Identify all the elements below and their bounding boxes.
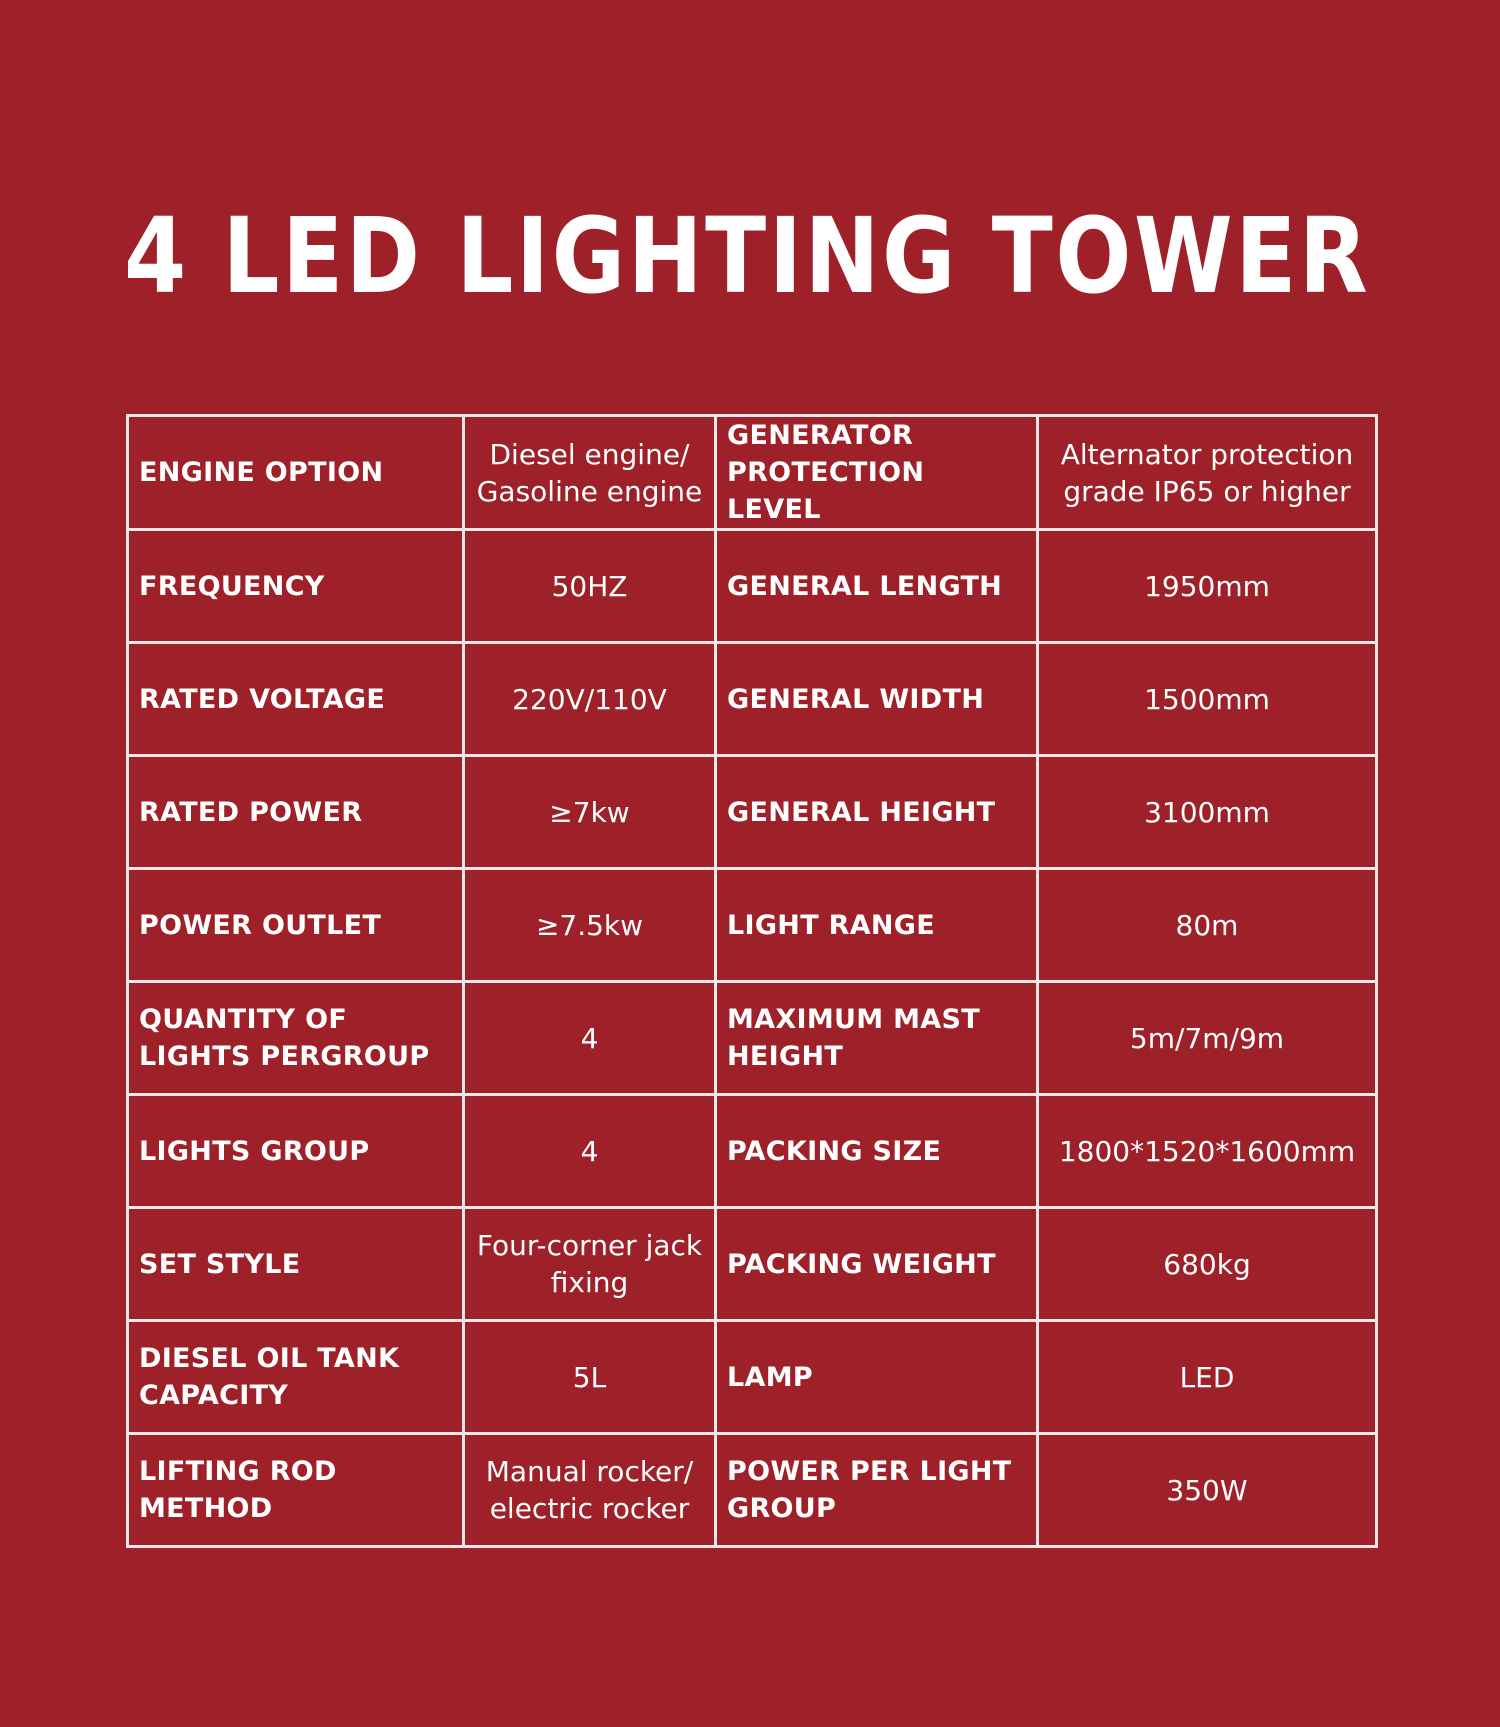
spec-value: 350W bbox=[1038, 1434, 1377, 1547]
table-row bbox=[128, 1095, 1377, 1208]
spec-value: Diesel engine/ Gasoline engine bbox=[464, 416, 716, 530]
spec-value: 1800*1520*1600mm bbox=[1038, 1095, 1377, 1208]
spec-label: PACKING WEIGHT bbox=[716, 1208, 1038, 1321]
spec-label: LIGHTS GROUP bbox=[128, 1095, 464, 1208]
spec-value: Manual rocker/ electric rocker bbox=[464, 1434, 716, 1547]
spec-label: POWER OUTLET bbox=[128, 869, 464, 982]
spec-label: DIESEL OIL TANK CAPACITY bbox=[128, 1321, 464, 1434]
spec-value: 5m/7m/9m bbox=[1038, 982, 1377, 1095]
spec-label: SET STYLE bbox=[128, 1208, 464, 1321]
table-row bbox=[128, 1208, 1377, 1321]
table-row bbox=[128, 982, 1377, 1095]
spec-label: MAXIMUM MAST HEIGHT bbox=[716, 982, 1038, 1095]
spec-value: LED bbox=[1038, 1321, 1377, 1434]
spec-label: RATED POWER bbox=[128, 756, 464, 869]
spec-value: 3100mm bbox=[1038, 756, 1377, 869]
spec-value: ≥7kw bbox=[464, 756, 716, 869]
spec-value: Four-corner jack fixing bbox=[464, 1208, 716, 1321]
table-row bbox=[128, 643, 1377, 756]
spec-value: 5L bbox=[464, 1321, 716, 1434]
table-row bbox=[128, 1434, 1377, 1547]
page-title: 4 LED LIGHTING TOWER bbox=[124, 195, 1371, 317]
table-row bbox=[128, 1321, 1377, 1434]
spec-label: GENERAL WIDTH bbox=[716, 643, 1038, 756]
spec-label: LIFTING ROD METHOD bbox=[128, 1434, 464, 1547]
spec-value: 220V/110V bbox=[464, 643, 716, 756]
table-row bbox=[128, 756, 1377, 869]
spec-label: GENERATOR PROTECTION LEVEL bbox=[716, 416, 1038, 530]
table-row bbox=[128, 530, 1377, 643]
spec-value: Alternator protection grade IP65 or higher bbox=[1038, 416, 1377, 530]
spec-value: 50HZ bbox=[464, 530, 716, 643]
spec-label: GENERAL HEIGHT bbox=[716, 756, 1038, 869]
spec-label: QUANTITY OF LIGHTS PERGROUP bbox=[128, 982, 464, 1095]
spec-value: 1950mm bbox=[1038, 530, 1377, 643]
spec-value: 80m bbox=[1038, 869, 1377, 982]
spec-label: RATED VOLTAGE bbox=[128, 643, 464, 756]
table-row bbox=[128, 416, 1377, 530]
spec-table bbox=[126, 414, 1378, 1548]
table-row bbox=[128, 869, 1377, 982]
spec-value: 4 bbox=[464, 982, 716, 1095]
spec-value: 4 bbox=[464, 1095, 716, 1208]
spec-value: ≥7.5kw bbox=[464, 869, 716, 982]
spec-label: LIGHT RANGE bbox=[716, 869, 1038, 982]
spec-label: FREQUENCY bbox=[128, 530, 464, 643]
spec-value: 680kg bbox=[1038, 1208, 1377, 1321]
spec-label: PACKING SIZE bbox=[716, 1095, 1038, 1208]
spec-label: LAMP bbox=[716, 1321, 1038, 1434]
spec-value: 1500mm bbox=[1038, 643, 1377, 756]
spec-label: GENERAL LENGTH bbox=[716, 530, 1038, 643]
spec-label: POWER PER LIGHT GROUP bbox=[716, 1434, 1038, 1547]
spec-label: ENGINE OPTION bbox=[128, 416, 464, 530]
